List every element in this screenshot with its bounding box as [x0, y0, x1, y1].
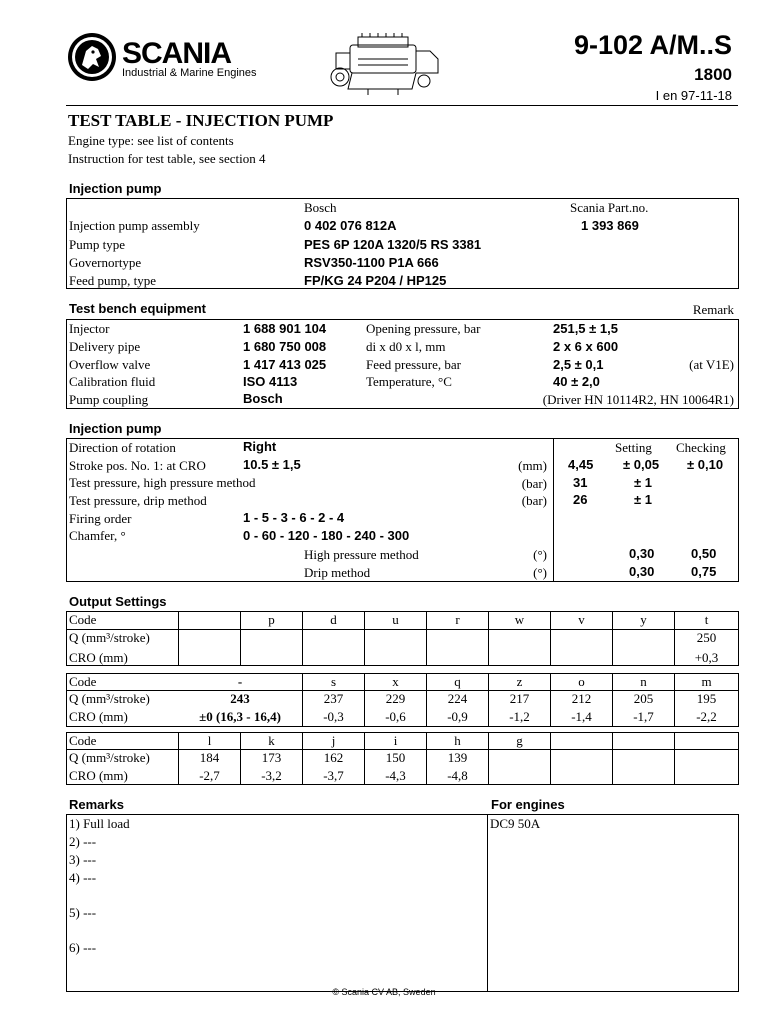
delivery-pipe-value: 1 680 750 008 [243, 339, 327, 354]
table2-code-cell: o [578, 674, 585, 689]
brand-name: SCANIA [122, 37, 232, 70]
firing-order-label: Firing order [69, 511, 132, 526]
governor-type-label: Governortype [69, 255, 142, 270]
drip-method-label: Drip method [304, 565, 371, 580]
table2-code-cell: n [640, 674, 647, 689]
table1-code-cell: u [392, 612, 399, 627]
firing-order-value: 1 - 5 - 3 - 6 - 2 - 4 [243, 510, 345, 525]
table3-q-cell: 139 [447, 750, 468, 765]
table3-code-label: Code [69, 733, 97, 748]
table2-code-cell: m [701, 674, 712, 689]
table1-code-cell: w [514, 612, 525, 627]
remarks-box [66, 814, 739, 992]
feed-pump-value: FP/KG 24 P204 / HP125 [304, 273, 447, 288]
instruction-note: Instruction for test table, see section 4 [68, 151, 266, 166]
table3-cro-cell: -2,7 [199, 768, 220, 783]
pipe-dimensions-label: di x d0 x l, mm [366, 339, 446, 354]
table3-q-cell: 173 [261, 750, 282, 765]
table2-cro-cell: -1,4 [571, 709, 592, 724]
table1-code-cell: t [704, 612, 709, 627]
pump-coupling-label: Pump coupling [69, 392, 149, 407]
pump-assembly-label: Injection pump assembly [69, 218, 200, 233]
drip-test-tolerance: ± 1 [634, 492, 652, 507]
pump-type-value: PES 6P 120A 1320/5 RS 3381 [304, 237, 482, 252]
pipe-dimensions-value: 2 x 6 x 600 [553, 339, 619, 354]
remark-item: 4) --- [69, 870, 97, 885]
table2-cro-cell: -0,6 [385, 709, 406, 724]
engine-illustration-icon [328, 31, 448, 99]
chamfer-label: Chamfer, ° [69, 528, 126, 543]
temperature-value: 40 ± 2,0 [553, 374, 600, 389]
drip-test-unit: (bar) [521, 493, 547, 508]
stroke-pos-unit: (mm) [518, 458, 547, 473]
table3-q-cell: 150 [385, 750, 406, 765]
engine-item: DC9 50A [490, 816, 541, 831]
table3-code-cell: g [516, 733, 523, 748]
overflow-valve-value: 1 417 413 025 [243, 357, 327, 372]
document-number: 9-102 A/M..S [573, 30, 732, 60]
table3-code-cell: j [331, 733, 336, 748]
table2-code-cell: s [330, 674, 337, 689]
copyright: © Scania CV AB, Sweden [332, 987, 436, 997]
table1-cro-cell: +0,3 [694, 650, 719, 665]
remarks-divider [487, 814, 488, 992]
stroke-pos-label: Stroke pos. No. 1: at CRO [69, 458, 206, 473]
remark-item: 5) --- [69, 905, 97, 920]
table2-code-cell: z [516, 674, 523, 689]
table1-code-cell: d [330, 612, 337, 627]
high-pressure-test-setting: 31 [573, 475, 588, 490]
table2-q-cell: 212 [571, 691, 592, 706]
high-pressure-method-label: High pressure method [304, 547, 419, 562]
table1-code-cell: p [268, 612, 275, 627]
for-engines-heading: For engines [491, 797, 565, 812]
high-pressure-test-label: Test pressure, high pressure method [69, 475, 256, 490]
table3-cro-cell: -4,3 [385, 768, 406, 783]
drip-method-setting: 0,30 [629, 564, 655, 579]
calibration-fluid-label: Calibration fluid [69, 374, 156, 389]
table2-cro-label: CRO (mm) [69, 709, 128, 724]
drip-test-label: Test pressure, drip method [69, 493, 207, 508]
engine-speed: 1800 [694, 65, 732, 84]
rotation-label: Direction of rotation [69, 440, 176, 455]
remark-item: 3) --- [69, 852, 97, 867]
table3-code-cell: h [454, 733, 461, 748]
injector-value: 1 688 901 104 [243, 321, 327, 336]
remark-item: 1) Full load [69, 816, 130, 831]
high-pressure-test-unit: (bar) [521, 476, 547, 491]
checking-column-label: Checking [676, 440, 726, 455]
high-pressure-method-checking: 0,50 [691, 546, 717, 561]
table2-q-cell: 224 [447, 691, 468, 706]
feed-pump-label: Feed pump, type [69, 273, 157, 288]
engine-type-note: Engine type: see list of contents [68, 133, 234, 148]
table2-q-cell: 195 [696, 691, 717, 706]
header-divider [66, 105, 738, 106]
drip-test-setting: 26 [573, 492, 588, 507]
scania-logo [66, 31, 276, 83]
remarks-heading: Remarks [69, 797, 124, 812]
table2-cro-cell: -2,2 [696, 709, 717, 724]
table2-q-cell: 237 [323, 691, 344, 706]
rotation-value: Right [243, 439, 277, 454]
high-pressure-test-tolerance: ± 1 [634, 475, 652, 490]
drip-method-unit: (°) [533, 565, 547, 580]
table2-q-cell: 217 [509, 691, 530, 706]
table2-cro-cell: -1,2 [509, 709, 530, 724]
column-bosch: Bosch [304, 200, 337, 215]
brand-subtitle: Industrial & Marine Engines [122, 67, 257, 79]
table2-q-label: Q (mm³/stroke) [69, 691, 150, 706]
table3-cro-cell: -4,8 [447, 768, 468, 783]
high-pressure-method-setting: 0,30 [629, 546, 655, 561]
table2-cro-cell: -0,9 [447, 709, 468, 724]
chamfer-value: 0 - 60 - 120 - 180 - 240 - 300 [243, 528, 410, 543]
table1-cro-label: CRO (mm) [69, 650, 128, 665]
table2-code-cell: x [392, 674, 399, 689]
delivery-pipe-label: Delivery pipe [69, 339, 141, 354]
table2-cro-cell: -1,7 [633, 709, 654, 724]
table1-code-cell: v [578, 612, 585, 627]
table2-code-cell: - [237, 674, 243, 689]
pump-assembly-part: 1 393 869 [581, 218, 639, 233]
stroke-pos-tolerance: ± 0,05 [623, 457, 660, 472]
output-settings-heading: Output Settings [69, 594, 167, 609]
column-scania-part: Scania Part.no. [570, 200, 649, 215]
stroke-pos-setting: 4,45 [568, 457, 594, 472]
governor-type-value: RSV350-1100 P1A 666 [304, 255, 439, 270]
table2-code-cell: q [454, 674, 461, 689]
table3-q-label: Q (mm³/stroke) [69, 750, 150, 765]
overflow-valve-label: Overflow valve [69, 357, 151, 372]
table2-cro-cell: -0,3 [323, 709, 344, 724]
pump-assembly-value: 0 402 076 812A [304, 218, 397, 233]
table1-q-cell: 250 [696, 630, 717, 645]
table1-code-cell: r [455, 612, 460, 627]
table3-code-cell: l [207, 733, 212, 748]
remark-item: 2) --- [69, 834, 97, 849]
pump-coupling-remark: (Driver HN 10114R2, HN 10064R1) [542, 392, 734, 407]
temperature-label: Temperature, °C [366, 374, 452, 389]
stroke-pos-checking: ± 0,10 [687, 457, 724, 472]
table3-cro-cell: -3,7 [323, 768, 344, 783]
setting-column-label: Setting [615, 440, 652, 455]
edition-date: I en 97-11-18 [655, 88, 732, 103]
remark-column-label: Remark [692, 302, 734, 317]
calibration-fluid-value: ISO 4113 [243, 374, 298, 389]
table3-code-cell: k [268, 733, 275, 748]
pump-type-label: Pump type [69, 237, 125, 252]
table2-q-cell: 243 [230, 691, 250, 706]
table3-q-cell: 184 [199, 750, 220, 765]
injector-label: Injector [69, 321, 110, 336]
table1-code-label: Code [69, 612, 97, 627]
injection-pump-settings-heading: Injection pump [69, 421, 162, 436]
test-bench-heading: Test bench equipment [69, 301, 206, 316]
injection-pump-heading: Injection pump [69, 181, 162, 196]
opening-pressure-label: Opening pressure, bar [366, 321, 481, 336]
stroke-pos-value: 10.5 ± 1,5 [243, 457, 301, 472]
griffin-emblem-icon [66, 31, 118, 83]
remark-item: 6) --- [69, 940, 97, 955]
table2-code-label: Code [69, 674, 97, 689]
table3-cro-cell: -3,2 [261, 768, 282, 783]
feed-pressure-value: 2,5 ± 0,1 [553, 357, 604, 372]
table1-q-label: Q (mm³/stroke) [69, 630, 150, 645]
feed-pressure-label: Feed pressure, bar [366, 357, 461, 372]
table1-code-cell: y [640, 612, 647, 627]
table3-q-cell: 162 [323, 750, 344, 765]
table2-q-cell: 229 [385, 691, 406, 706]
opening-pressure-value: 251,5 ± 1,5 [553, 321, 618, 336]
settings-divider [553, 438, 554, 582]
page-title: TEST TABLE - INJECTION PUMP [68, 111, 334, 130]
table2-cro-cell: ±0 (16,3 - 16,4) [199, 709, 281, 724]
high-pressure-method-unit: (°) [533, 547, 547, 562]
table3-code-cell: i [393, 733, 398, 748]
pump-coupling-value: Bosch [243, 391, 283, 406]
table3-cro-label: CRO (mm) [69, 768, 128, 783]
drip-method-checking: 0,75 [691, 564, 717, 579]
feed-pressure-remark: (at V1E) [689, 357, 734, 372]
table2-q-cell: 205 [633, 691, 654, 706]
